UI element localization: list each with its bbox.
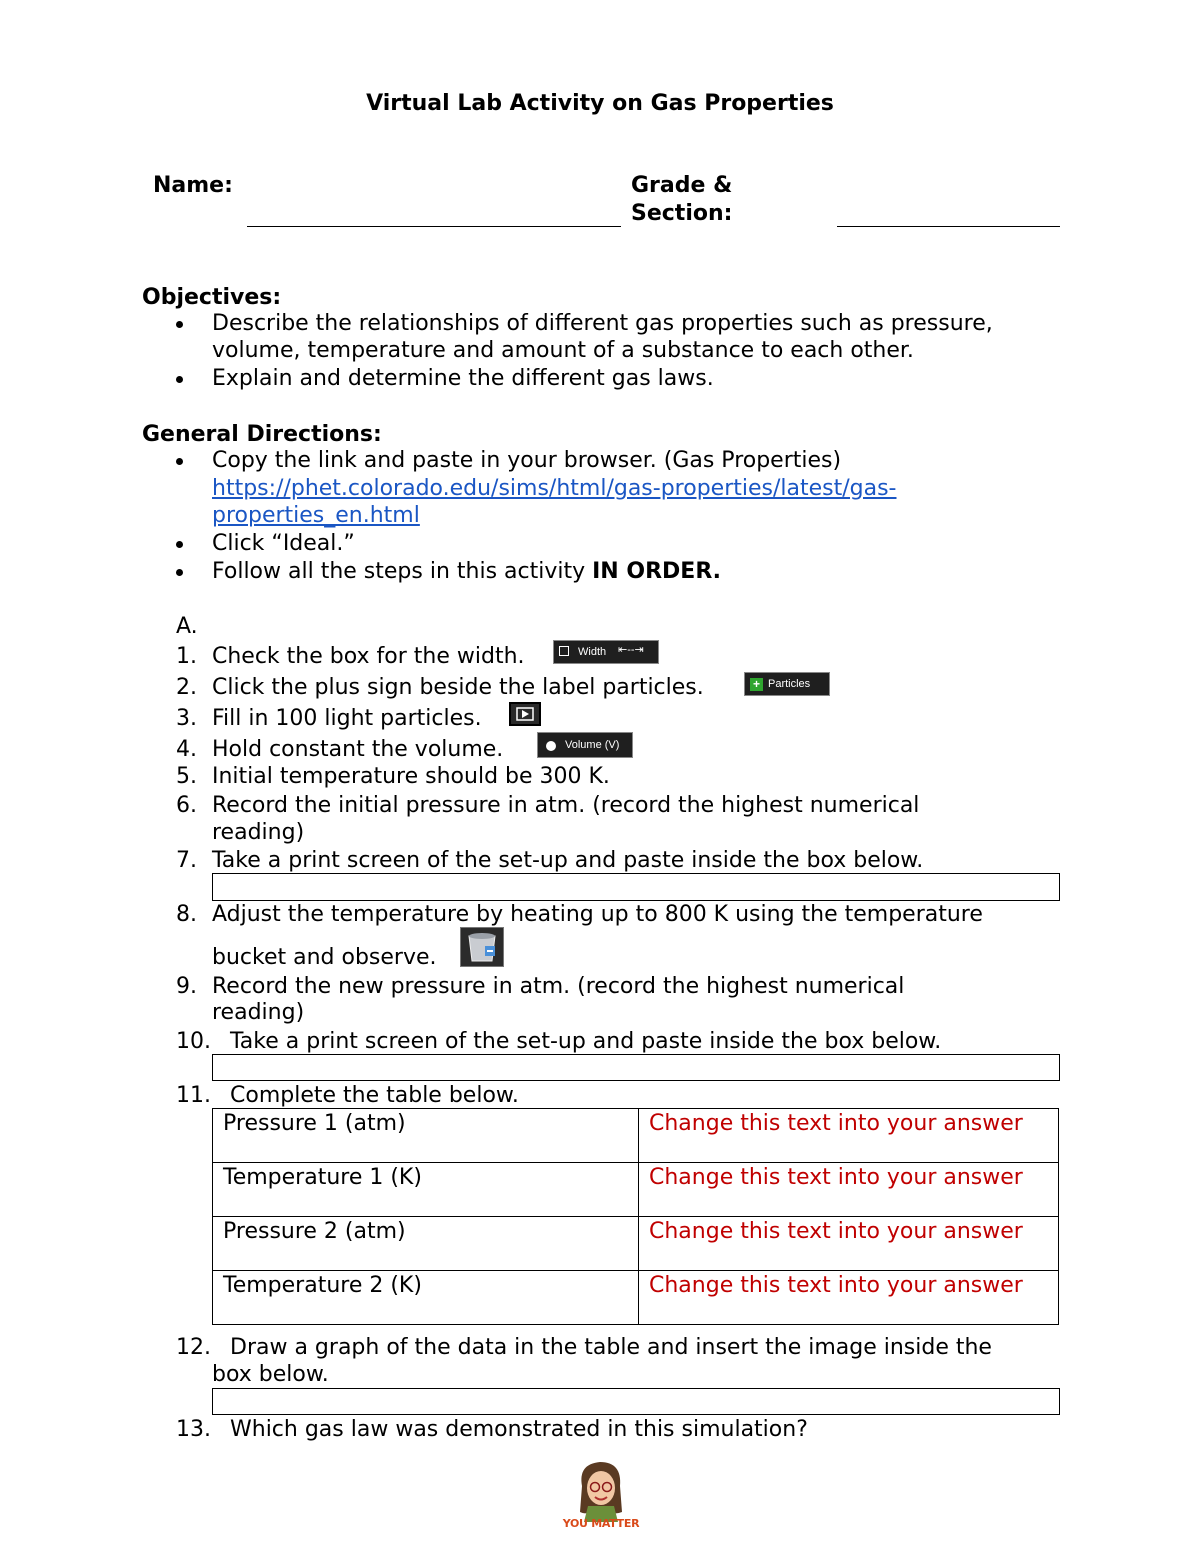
data-table [212, 1108, 1059, 1325]
direction-3-text: Follow all the steps in this activity [212, 559, 593, 584]
table-label-cell: Pressure 1 (atm) [213, 1109, 639, 1163]
step-number: 9. [176, 974, 197, 999]
objectives-heading: Objectives: [142, 285, 282, 310]
screenshot-paste-box-2[interactable] [212, 1054, 1060, 1081]
table-label-cell: Pressure 2 (atm) [213, 1217, 639, 1271]
step-3-text: Fill in 100 light particles. [212, 706, 482, 731]
table-answer-cell[interactable]: Change this text into your answer [639, 1217, 1059, 1271]
phet-link-line1[interactable]: https://phet.colorado.edu/sims/html/gas-properties/latest/gas- [212, 476, 897, 501]
step-number: 2. [176, 675, 197, 700]
plus-icon: + [750, 678, 763, 691]
width-checkbox-image [553, 640, 659, 664]
checkbox-icon [559, 646, 569, 656]
radio-icon [546, 741, 556, 751]
objective-1-line1: Describe the relationships of different gas properties such as pressure, [212, 311, 993, 336]
table-label-cell: Temperature 1 (K) [213, 1163, 639, 1217]
step-12-line1: Draw a graph of the data in the table and insert the image inside the [230, 1335, 992, 1360]
step-5-text: Initial temperature should be 300 K. [212, 764, 610, 789]
step-6-line2: reading) [212, 820, 305, 845]
width-arrows-icon: ⇤--⇥ [618, 644, 644, 656]
bullet-icon [176, 541, 183, 548]
name-blank-line[interactable] [247, 226, 621, 227]
play-forward-icon [511, 704, 539, 724]
table-answer-cell[interactable]: Change this text into your answer [639, 1271, 1059, 1325]
step-number: 4. [176, 737, 197, 762]
step-12-line2: box below. [212, 1362, 329, 1387]
table-row [213, 1109, 1059, 1163]
width-chip-label: Width [578, 646, 607, 658]
direction-2: Click “Ideal.” [212, 531, 355, 556]
step-number: 5. [176, 764, 197, 789]
bullet-icon [176, 321, 183, 328]
bucket-icon [461, 928, 503, 966]
you-matter-logo [556, 1456, 646, 1540]
step-11-text: Complete the table below. [230, 1083, 519, 1108]
fill-particles-icon [509, 702, 541, 726]
direction-1: Copy the link and paste in your browser. (Gas Properties) [212, 448, 842, 473]
section-label: A. [176, 614, 198, 639]
step-1-text: Check the box for the width. [212, 644, 525, 669]
bullet-icon [176, 458, 183, 465]
logo-text: YOU MATTER [562, 1517, 640, 1530]
temperature-bucket-icon [460, 927, 504, 967]
bullet-icon [176, 376, 183, 383]
step-number: 11. [176, 1083, 211, 1108]
step-7-text: Take a print screen of the set-up and paste inside the box below. [212, 848, 924, 873]
particles-chip-label: Particles [768, 678, 811, 690]
step-4-text: Hold constant the volume. [212, 737, 504, 762]
step-number: 3. [176, 706, 197, 731]
step-9-line1: Record the new pressure in atm. (record the highest numerical [212, 974, 905, 999]
step-number: 7. [176, 848, 197, 873]
name-label: Name: [153, 173, 233, 198]
table-row [213, 1217, 1059, 1271]
grade-label-line1: Grade & [631, 173, 733, 198]
screenshot-paste-box-1[interactable] [212, 873, 1060, 901]
grade-section-blank-line[interactable] [837, 226, 1060, 227]
table-row [213, 1271, 1059, 1325]
page-title: Virtual Lab Activity on Gas Properties [366, 91, 834, 116]
step-number: 6. [176, 793, 197, 818]
volume-chip-label: Volume (V) [565, 739, 620, 751]
step-2-text: Click the plus sign beside the label particles. [212, 675, 704, 700]
step-number: 12. [176, 1335, 211, 1360]
direction-3 [212, 558, 721, 585]
step-6-line1: Record the initial pressure in atm. (record the highest numerical [212, 793, 920, 818]
directions-heading: General Directions: [142, 422, 382, 447]
step-number: 8. [176, 902, 197, 927]
table-label-cell: Temperature 2 (K) [213, 1271, 639, 1325]
direction-3-emphasis: IN ORDER. [592, 559, 722, 584]
step-10-text: Take a print screen of the set-up and paste inside the box below. [230, 1029, 942, 1054]
particles-plus-image [744, 672, 830, 696]
step-9-line2: reading) [212, 1000, 305, 1025]
bullet-icon [176, 569, 183, 576]
graph-paste-box[interactable] [212, 1388, 1060, 1415]
table-answer-cell[interactable]: Change this text into your answer [639, 1109, 1059, 1163]
step-13-text: Which gas law was demonstrated in this simulation? [230, 1417, 808, 1442]
table-answer-cell[interactable]: Change this text into your answer [639, 1163, 1059, 1217]
objective-2: Explain and determine the different gas laws. [212, 366, 714, 391]
step-8-line1: Adjust the temperature by heating up to 800 K using the temperature [212, 902, 983, 927]
objective-1-line2: volume, temperature and amount of a substance to each other. [212, 338, 914, 363]
grade-label-line2: Section: [631, 201, 733, 226]
step-8-line2: bucket and observe. [212, 945, 437, 970]
step-number: 1. [176, 644, 197, 669]
volume-radio-image [537, 732, 633, 758]
step-number: 13. [176, 1417, 211, 1442]
phet-link-line2[interactable]: properties_en.html [212, 503, 420, 528]
step-number: 10. [176, 1029, 211, 1054]
table-row [213, 1163, 1059, 1217]
